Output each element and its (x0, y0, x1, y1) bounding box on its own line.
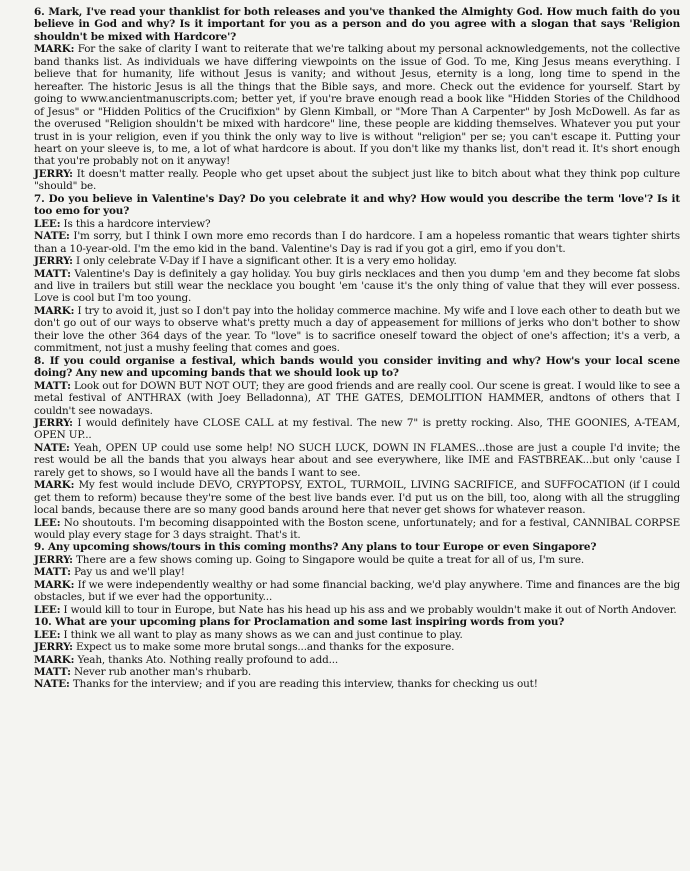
answer-text: Valentine's Day is definitely a gay holiday. You buy girls necklaces and then you dump 'em and they become fat slobs and live in trailers but still wear the necklace you bought 'em 'cause it's the only thing of value that they will ever possess. Love is cool but I'm too young. (34, 267, 680, 305)
answer-text: It doesn't matter really. People who get upset about the subject just like to bitch about what they think pop culture "should" be. (34, 167, 680, 193)
interview-answer (34, 579, 680, 604)
interview-answer (34, 654, 680, 666)
speaker-name: MARK: (34, 653, 75, 666)
interview-answer (34, 517, 680, 542)
answer-text: Look out for DOWN BUT NOT OUT; they are good friends and are really cool. Our scene is great. I would like to see a metal festival of ANTHRAX (with Joey Belladonna), AT THE GATES, DEMOLITION HAMMER, andtons of others that I couldn't see nowadays. (34, 379, 680, 417)
interview-answer (34, 641, 680, 653)
interview-answer (34, 43, 680, 168)
answer-text: I think we all want to play as many shows as we can and just continue to play. (60, 628, 463, 641)
speaker-name: LEE: (34, 603, 61, 616)
speaker-name: LEE: (34, 516, 61, 529)
interview-answer (34, 604, 680, 616)
speaker-name: JERRY: (34, 167, 73, 180)
answer-text: Never rub another man's rhubarb. (70, 666, 252, 679)
answer-text: I'm sorry, but I think I own more emo records than I do hardcore. I am a hopeless romantic that wears tighter shirts than a 10-year-old. I'm the emo kid in the band. Valentine's Day is rad if you got a girl, emo if you don't. (34, 230, 680, 255)
answer-text: I only celebrate V-Day if I have a significant other. It is a very emo holiday. (72, 255, 457, 268)
answer-text: My fest would include DEVO, CRYPTOPSY, EXTOL, TURMOIL, LIVING SACRIFICE, and SUFFOCATION (if I could get them to reform) because they're some of the best live bands ever. I'd put us on the bill, too, along with all the struggling local bands, because there are so many good bands around here that never get shows for whatever reason. (34, 479, 680, 517)
answer-text: Expect us to make some more brutal songs...and thanks for the exposure. (72, 641, 455, 654)
speaker-name: MARK: (34, 479, 75, 492)
speaker-name: MARK: (34, 43, 75, 56)
interview-answer (34, 168, 680, 193)
interview-question: 6. Mark, I've read your thanklist for both releases and you've thanked the Almighty God. How much faith do you believe in God and why? Is it important for you as a person and do you agree with a slogan that says 'Religion shouldn't be mixed with Hardcore'? (34, 6, 680, 43)
interview-question: 10. What are your upcoming plans for Proclamation and some last inspiring words from you? (34, 616, 565, 629)
speaker-name: MARK: (34, 304, 75, 317)
speaker-name: MARK: (34, 578, 75, 591)
interview-answer (34, 554, 680, 566)
answer-text: Pay us and we'll play! (70, 566, 185, 579)
answer-text: I try to avoid it, just so I don't pay into the holiday commerce machine. My wife and I love each other to death but we don't go out of our ways to observe what's pretty much a day of appeasement for millions of jerks who don't bother to show their love the other 364 days of the year. To "love" is to sacrifice oneself toward the object of one's affection; it's a verb, a commitment, not just a mushy feeling that comes and goes. (34, 304, 680, 355)
speaker-name: MATT: (34, 379, 71, 392)
speaker-name: NATE: (34, 441, 70, 454)
speaker-name: JERRY: (34, 255, 73, 268)
interview-question: 8. If you could organise a festival, which bands would you consider inviting and why? How's your local scene doing? Any new and upcoming bands that we should look up to? (34, 354, 680, 380)
interview-question: 7. Do you believe in Valentine's Day? Do you celebrate it and why? How would you describe the term 'love'? Is it too emo for you? (34, 192, 680, 218)
interview-answer (34, 442, 680, 479)
answer-text: If we were independently wealthy or had some financial backing, we'd play anywhere. Time and finances are the big obstacles, but if we ever had the opportunity... (34, 578, 680, 604)
speaker-name: JERRY: (34, 416, 73, 429)
interview-answer (34, 629, 680, 641)
interview-answer (34, 479, 680, 516)
speaker-name: JERRY: (34, 641, 73, 654)
answer-text: No shoutouts. I'm becoming disappointed with the Boston scene, unfortunately; and for a festival, CANNIBAL CORPSE would play every stage for 3 days straight. That's it. (34, 516, 680, 542)
speaker-name: LEE: (34, 217, 61, 230)
answer-text: There are a few shows coming up. Going to Singapore would be quite a treat for all of us, I'm sure. (72, 553, 584, 566)
interview-answer (34, 380, 680, 417)
interview-answer (34, 417, 680, 442)
speaker-name: LEE: (34, 628, 61, 641)
interview-question: 9. Any upcoming shows/tours in this coming months? Any plans to tour Europe or even Singapore? (34, 541, 597, 554)
speaker-name: NATE: (34, 678, 70, 691)
answer-text: Yeah, OPEN UP could use some help! NO SUCH LUCK, DOWN IN FLAMES...those are just a couple I'd invite; the rest would be all the bands that you always hear about and see everywhere, like IME and FASTBREAK...but only 'cause I rarely get to shows, so I would have all the bands I want to see. (34, 441, 680, 479)
interview-answer (34, 218, 680, 230)
answer-text: Is this a hardcore interview? (60, 217, 211, 230)
speaker-name: MATT: (34, 566, 71, 579)
answer-text: For the sake of clarity I want to reiterate that we're talking about my personal acknowledgements, not the collective band thanks list. As individuals we have differing viewpoints on the issue of God. To me, King Jesus means everything. I believe that for humanity, life without Jesus is vanity; and without Jesus, eternity is a long, long time to spend in the hereafter. The historic Jesus is all the things that the Bible says, and more. Check out the evidence for yourself. Start by going to www.ancientmanuscripts.com; better yet, if you're brave enough read a book like "Hidden Stories of the Childhood of Jesus" or "Hidden Politics of the Crucifixion" by Glenn Kimball, or "More Than A Carpenter" by Josh McDowell. As far as the overused "Religion shouldn't be mixed with hardcore" line, these people are kidding themselves. Whatever you put your trust in is your religion, even if you think the only way to live is without "religion" per se; you can't escape it. Putting your heart on your sleeve is, to me, a lot of what hardcore is about. If you don't like my thanks list, don't read it. It's short enough that you're probably not on it anyway! (34, 43, 680, 168)
interview-answer (34, 666, 680, 678)
answer-text: I would kill to tour in Europe, but Nate has his head up his ass and we probably wouldn't make it out of North Andover. (60, 603, 677, 616)
interview-answer (34, 305, 680, 355)
interview-answer (34, 678, 680, 690)
answer-text: Thanks for the interview; and if you are reading this interview, thanks for checking us out! (69, 678, 538, 691)
answer-text: Yeah, thanks Ato. Nothing really profound to add... (74, 653, 339, 666)
answer-text: I would definitely have CLOSE CALL at my festival. The new 7" is pretty rocking. Also, THE GOONIES, A-TEAM, OPEN UP... (34, 416, 680, 442)
speaker-name: JERRY: (34, 553, 73, 566)
interview-answer (34, 566, 680, 578)
speaker-name: MATT: (34, 267, 71, 280)
speaker-name: NATE: (34, 230, 70, 243)
interview-answer (34, 268, 680, 305)
interview-answer (34, 255, 680, 267)
interview-answer (34, 230, 680, 255)
speaker-name: MATT: (34, 666, 71, 679)
